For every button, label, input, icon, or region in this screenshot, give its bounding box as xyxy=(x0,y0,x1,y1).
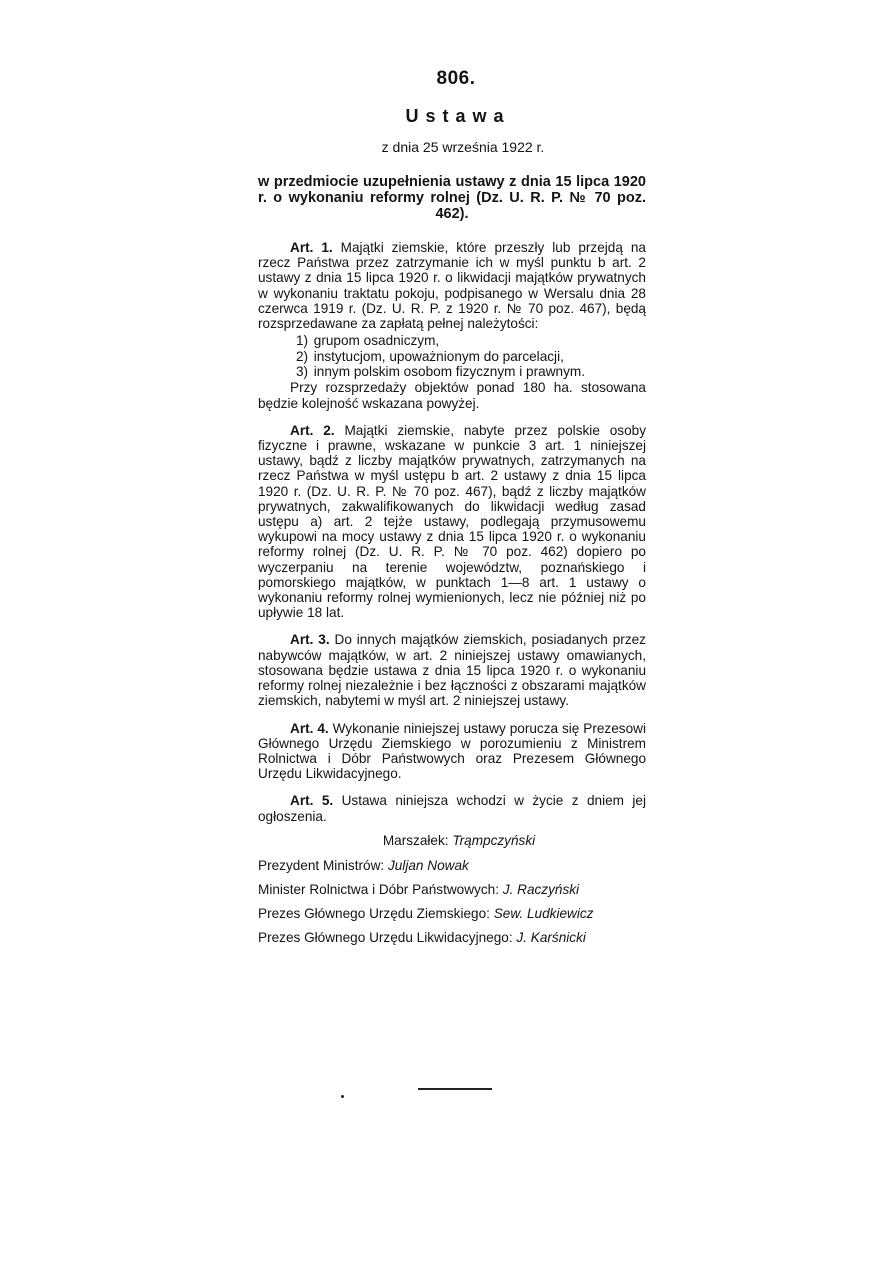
act-title: Ustawa xyxy=(405,106,511,126)
document-page xyxy=(258,68,646,954)
list-item xyxy=(296,364,646,379)
article-1-paragraph xyxy=(258,240,646,331)
article-text: Majątki ziemskie, które przeszły lub przejdą na rzecz Państwa przez zatrzymanie ich w myśl punktu b art. 2 ustawy z dnia 15 lipca 1920 r. o likwidacji majątków prywatnych w wykonaniu traktatu pokoju, podpisanego w Wersalu dnia 28 czerwca 1919 r. (Dz. U. R. P. z 1920 r. № 70 poz. 467), będą rozsprzedawane za zapłatą pełnej należytości: xyxy=(258,240,646,332)
article-2 xyxy=(258,423,646,621)
act-date: z dnia 25 września 1922 r. xyxy=(381,139,545,155)
article-label: Art. 2. xyxy=(290,422,335,438)
signature-line xyxy=(258,906,646,921)
list-item-text: instytucjom, upoważnionym do parcelacji, xyxy=(313,348,564,364)
signature-name: Sew. Ludkiewicz xyxy=(493,905,594,921)
article-1-closing: Przy rozsprzedaży objektów ponad 180 ha. stosowana będzie kolejność wskazana powyżej. xyxy=(258,380,646,411)
article-label: Art. 3. xyxy=(290,632,330,648)
signature-name: J. Karśnicki xyxy=(516,929,586,945)
list-item xyxy=(296,333,646,348)
signature-role: Prezes Głównego Urzędu Likwidacyjnego: xyxy=(258,929,513,945)
article-text: Wykonanie niniejszej ustawy porucza się Prezesowi Głównego Urzędu Ziemskiego w porozumieniu z Ministrem Rolnictwa i Dóbr Państwowych oraz Prezesem Głównego Urzędu Likwidacyjnego. xyxy=(258,720,646,782)
list-item-text: grupom osadniczym, xyxy=(313,333,440,349)
signature-role: Marszałek: xyxy=(382,832,449,848)
list-item-text: innym polskim osobom fizycznym i prawnym. xyxy=(313,364,585,380)
signature-name: Juljan Nowak xyxy=(387,857,469,873)
signature-line xyxy=(272,833,646,848)
signature-line xyxy=(258,858,646,873)
page-number: 806. xyxy=(436,68,476,89)
list-item xyxy=(296,349,646,364)
signature-role: Prezes Głównego Urzędu Ziemskiego: xyxy=(258,905,490,921)
recipient-list xyxy=(296,333,646,379)
article-text: Majątki ziemskie, nabyte przez polskie osoby fizyczne i prawne, wskazane w punkcie 3 art. 1 niniejszej ustawy, bądź z liczby majątków prywatnych, zatrzymanych na rzecz Państwa w myśl ustępu b art. 2 ustawy z dnia 15 lipca 1920 r. (Dz. U. R. P. № 70 poz. 467), bądź z liczby majątków prywatnych, zakwalifikowanych do likwidacji według zasad ustępu a) art. 2 tejże ustawy, podlegają przymusowemu wykupowi na mocy ustawy z dnia 15 lipca 1920 r. o wykonaniu reformy rolnej (Dz. U. R. P. № 70 poz. 462) dopiero po wyczerpaniu na terenie województw, poznańskiego i pomorskiego majątków, w punktach 1—8 art. 1 ustawy o wykonaniu reformy rolnej wymienionych, lecz nie później niż po upływie 18 lat. xyxy=(258,422,646,621)
signature-name: J. Raczyński xyxy=(502,881,580,897)
list-item-number: 2) xyxy=(296,348,309,364)
signature-name: Trąmpczyński xyxy=(452,832,536,848)
article-text: Do innych majątków ziemskich, posiadanych przez nabywców majątków, w art. 2 niniejszej ustawy omawianych, stosowana będzie ustawa z dnia 15 lipca 1920 r. o wykonaniu reformy rolnej niezależnie i bez łączności z obszarami majątków ziemskich, nabytemi w myśl art. 2 niniejszej ustawy. xyxy=(258,632,646,709)
article-5 xyxy=(258,793,646,823)
article-label: Art. 5. xyxy=(290,793,334,809)
print-speck xyxy=(341,1095,344,1098)
article-text: Ustawa niniejsza wchodzi w życie z dniem jej ogłoszenia. xyxy=(258,793,647,824)
signature-line xyxy=(258,882,646,897)
article-label: Art. 4. xyxy=(290,720,329,736)
article-3 xyxy=(258,632,646,708)
article-label: Art. 1. xyxy=(290,240,333,255)
signature-block xyxy=(258,833,646,945)
signature-role: Minister Rolnictwa i Dóbr Państwowych: xyxy=(258,881,499,897)
article-1 xyxy=(258,240,646,411)
closing-rule xyxy=(418,1088,492,1090)
signature-role: Prezydent Ministrów: xyxy=(258,857,385,873)
act-subject: w przedmiocie uzupełnienia ustawy z dnia 15 lipca 1920 r. o wykonaniu reformy rolnej (Dz. U. R. P. № 70 poz. 462). xyxy=(258,174,646,222)
article-4 xyxy=(258,721,646,782)
list-item-number: 1) xyxy=(296,333,309,349)
signature-line xyxy=(258,930,646,945)
list-item-number: 3) xyxy=(296,364,309,380)
